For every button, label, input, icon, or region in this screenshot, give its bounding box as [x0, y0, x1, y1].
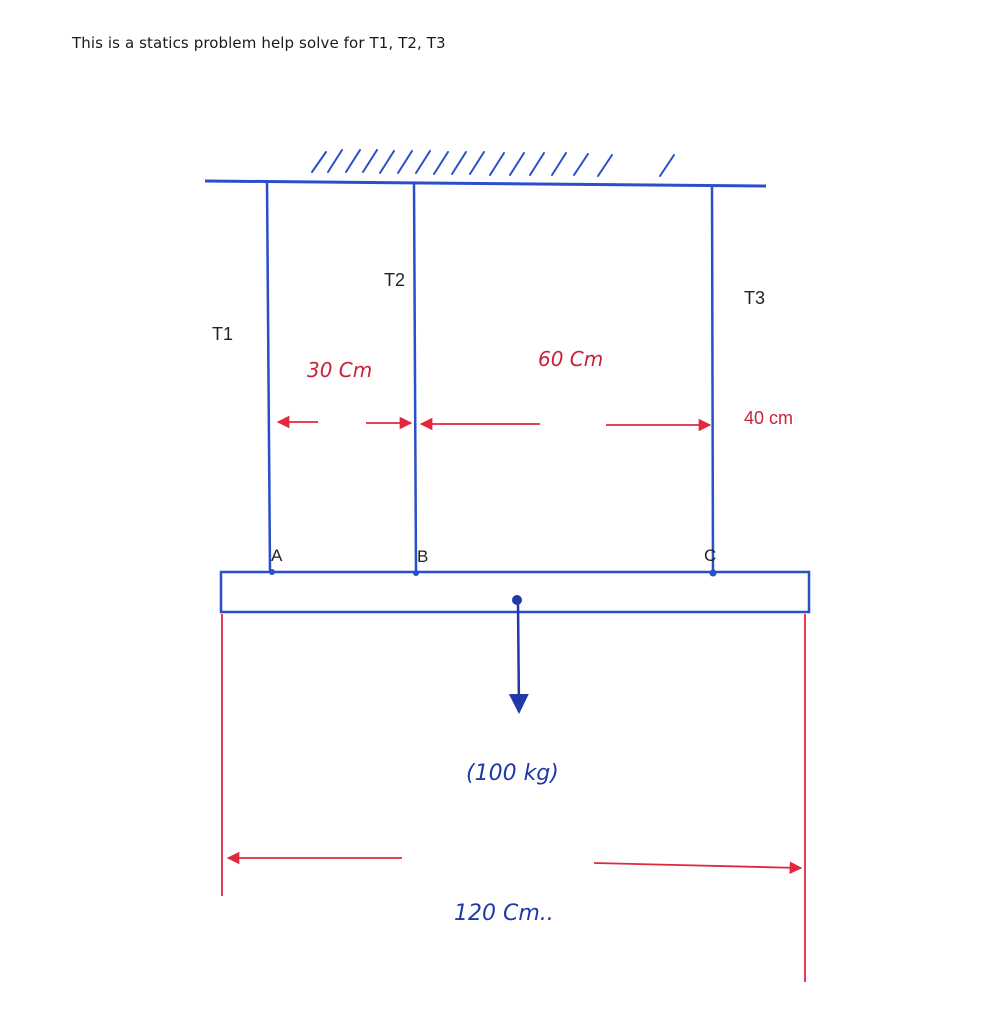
point-a-dot — [269, 569, 275, 575]
label-point-c: C — [704, 546, 717, 565]
beam — [221, 569, 809, 612]
label-load: (100 kg) — [466, 761, 559, 786]
label-point-a: A — [271, 546, 283, 565]
beam-body — [221, 572, 809, 612]
label-dim-30: 30 Cm — [307, 358, 373, 382]
label-dim-120: 120 Cm.. — [454, 901, 554, 926]
label-point-b: B — [417, 547, 429, 566]
dimension-30cm — [278, 422, 411, 423]
dim-120-right-arrow — [594, 863, 801, 868]
ceiling-line — [205, 181, 766, 186]
label-t2: T2 — [384, 270, 406, 290]
label-dim-40: 40 cm — [744, 408, 794, 428]
dimension-120cm — [222, 614, 805, 982]
label-dim-60: 60 Cm — [538, 347, 604, 371]
label-t1: T1 — [212, 324, 234, 344]
dimension-60cm — [421, 424, 710, 425]
point-c-dot — [710, 570, 717, 577]
cable-t2 — [414, 183, 416, 573]
label-t3: T3 — [744, 288, 766, 308]
point-b-dot — [413, 570, 419, 576]
load-arrow — [518, 602, 519, 712]
cable-t3 — [712, 185, 713, 573]
ceiling-hatching — [312, 150, 674, 176]
ceiling — [205, 150, 766, 186]
cable-t1 — [267, 182, 270, 571]
question-text: This is a statics problem help solve for T1, T2, T3 — [72, 34, 446, 52]
